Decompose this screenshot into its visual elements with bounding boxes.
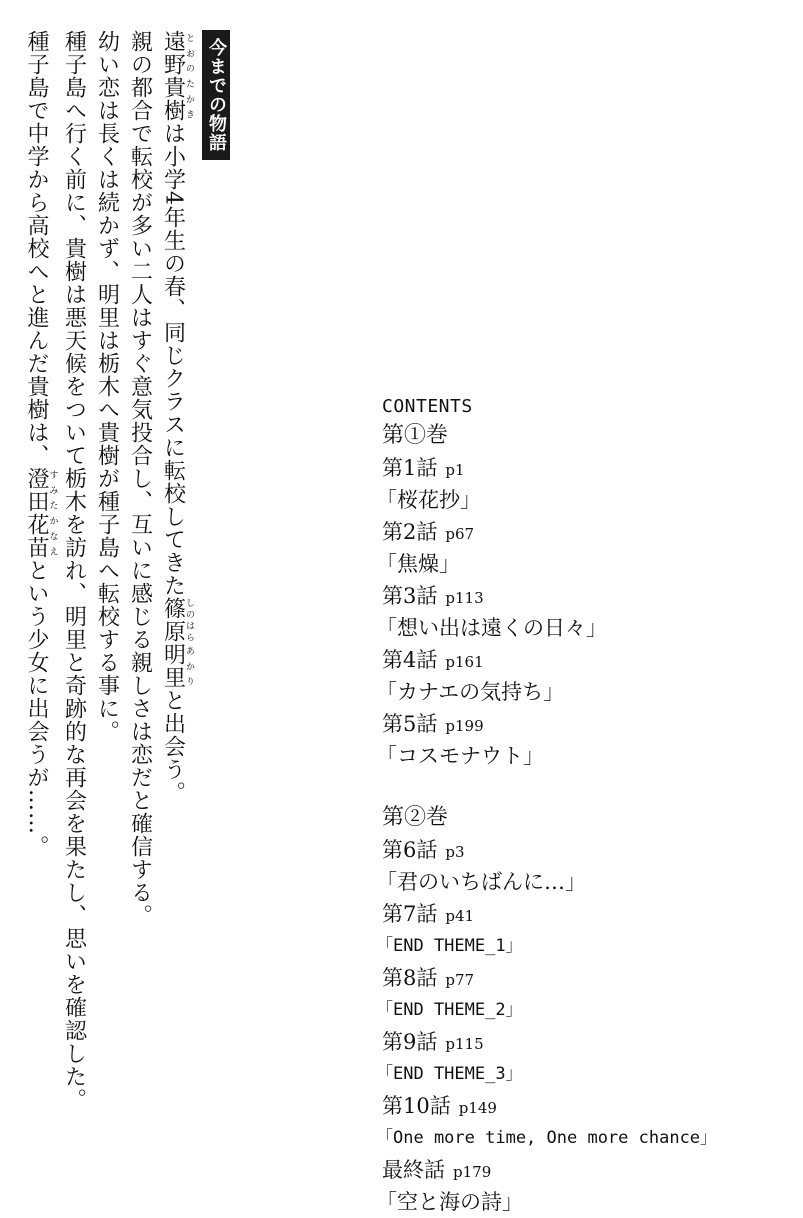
ruby-word — [160, 643, 194, 689]
episode-heading — [382, 1090, 717, 1122]
contents-list — [376, 394, 718, 1218]
ruby-word — [160, 76, 194, 122]
episode-number: 第7話 — [382, 902, 438, 926]
ruby-word — [160, 597, 194, 643]
ruby-base: 篠原 — [160, 597, 186, 643]
synopsis-text-run: 幼い恋は長くは続かず、明里は栃木へ貴樹が種子島へ転校する事に。 — [94, 30, 120, 743]
episode-page: p113 — [445, 589, 484, 607]
episode-heading — [382, 452, 717, 484]
episode-page: p41 — [445, 907, 475, 925]
episode-number: 第10話 — [382, 1094, 451, 1118]
episode-heading — [382, 516, 717, 548]
synopsis-line — [20, 30, 58, 858]
synopsis-line — [58, 30, 91, 1111]
ruby-reading: たかき — [184, 76, 194, 122]
episode-title: 「君のいちばんに…」 — [376, 870, 586, 894]
episode-heading — [382, 898, 717, 930]
synopsis-heading: 今までの物語 — [202, 30, 230, 160]
episode-number: 第4話 — [382, 648, 438, 672]
ruby-base: 明里 — [160, 643, 186, 689]
synopsis-text-run: と出会う。 — [160, 689, 186, 804]
volume-label: 第①巻 — [382, 423, 449, 448]
episode-heading — [382, 1154, 717, 1186]
episode-number: 第5話 — [382, 712, 438, 736]
ruby-reading: とおの — [184, 30, 194, 76]
episode-page: p161 — [445, 653, 484, 671]
synopsis-text-run: 種子島へ行く前に、貴樹は悪天候をついて栃木を訪れ、明里と奇跡的な再会を果たし、思いを確認した。 — [61, 30, 87, 1111]
episode-page: p149 — [458, 1099, 497, 1117]
episode-title: 「想い出は遠くの日々」 — [376, 616, 607, 640]
episode-number: 第8話 — [382, 966, 438, 990]
episode-page: p179 — [453, 1163, 492, 1181]
episode-title: 「END THEME_2」 — [376, 1000, 523, 1020]
ruby-word — [24, 467, 58, 513]
episode-heading — [382, 962, 717, 994]
ruby-word — [160, 30, 194, 76]
episode-page: p3 — [445, 843, 465, 861]
episode-number: 最終話 — [382, 1158, 445, 1182]
episode-title: 「桜花抄」 — [376, 488, 481, 512]
ruby-reading: あかり — [184, 643, 194, 689]
volume-spacer — [382, 772, 717, 802]
volumes — [376, 420, 718, 1218]
episode-title: 「カナエの気持ち」 — [376, 680, 565, 704]
synopsis-text-run: は小学4年生の春、同じクラスに転校してきた — [160, 122, 186, 597]
episode-heading — [382, 1026, 717, 1058]
episode-page: p1 — [445, 461, 465, 479]
episode-heading — [382, 580, 717, 612]
ruby-base: 遠野 — [160, 30, 186, 76]
ruby-word — [24, 513, 58, 559]
episode-title: 「焦燥」 — [376, 552, 460, 576]
episode-number: 第6話 — [382, 838, 438, 862]
synopsis-text-run: という少女に出会うが……。 — [24, 559, 49, 858]
episode-page: p199 — [445, 717, 484, 735]
ruby-reading: かなえ — [47, 513, 58, 559]
synopsis-line — [157, 30, 195, 804]
episode-title: 「コスモナウト」 — [376, 744, 544, 768]
synopsis-line — [124, 30, 157, 927]
synopsis-text — [20, 30, 194, 1111]
volume-label: 第②巻 — [382, 805, 449, 830]
synopsis-text-run: 種子島で中学から高校へと進んだ貴樹は、 — [24, 30, 49, 467]
episode-heading — [382, 834, 717, 866]
contents-title: CONTENTS — [382, 396, 473, 417]
episode-number: 第2話 — [382, 520, 438, 544]
episode-page: p77 — [445, 971, 475, 989]
episode-page: p115 — [445, 1035, 484, 1053]
episode-title: 「END THEME_1」 — [376, 936, 523, 956]
episode-title: 「One more time, One more chance」 — [376, 1128, 718, 1148]
ruby-base: 花苗 — [24, 513, 49, 559]
episode-heading — [382, 708, 717, 740]
episode-title: 「END THEME_3」 — [376, 1064, 523, 1084]
episode-number: 第1話 — [382, 456, 438, 480]
synopsis-text-run: 親の都合で転校が多い二人はすぐ意気投合し、互いに感じる親しさは恋だと確信する。 — [127, 30, 153, 927]
episode-heading — [382, 644, 717, 676]
synopsis — [20, 30, 233, 1111]
episode-number: 第9話 — [382, 1030, 438, 1054]
synopsis-line — [91, 30, 124, 743]
episode-page: p67 — [445, 525, 475, 543]
ruby-base: 貴樹 — [160, 76, 186, 122]
episode-title: 「空と海の詩」 — [376, 1190, 523, 1214]
episode-number: 第3話 — [382, 584, 438, 608]
ruby-reading: すみた — [47, 467, 58, 513]
ruby-reading: しのはら — [184, 597, 194, 643]
ruby-base: 澄田 — [24, 467, 49, 513]
